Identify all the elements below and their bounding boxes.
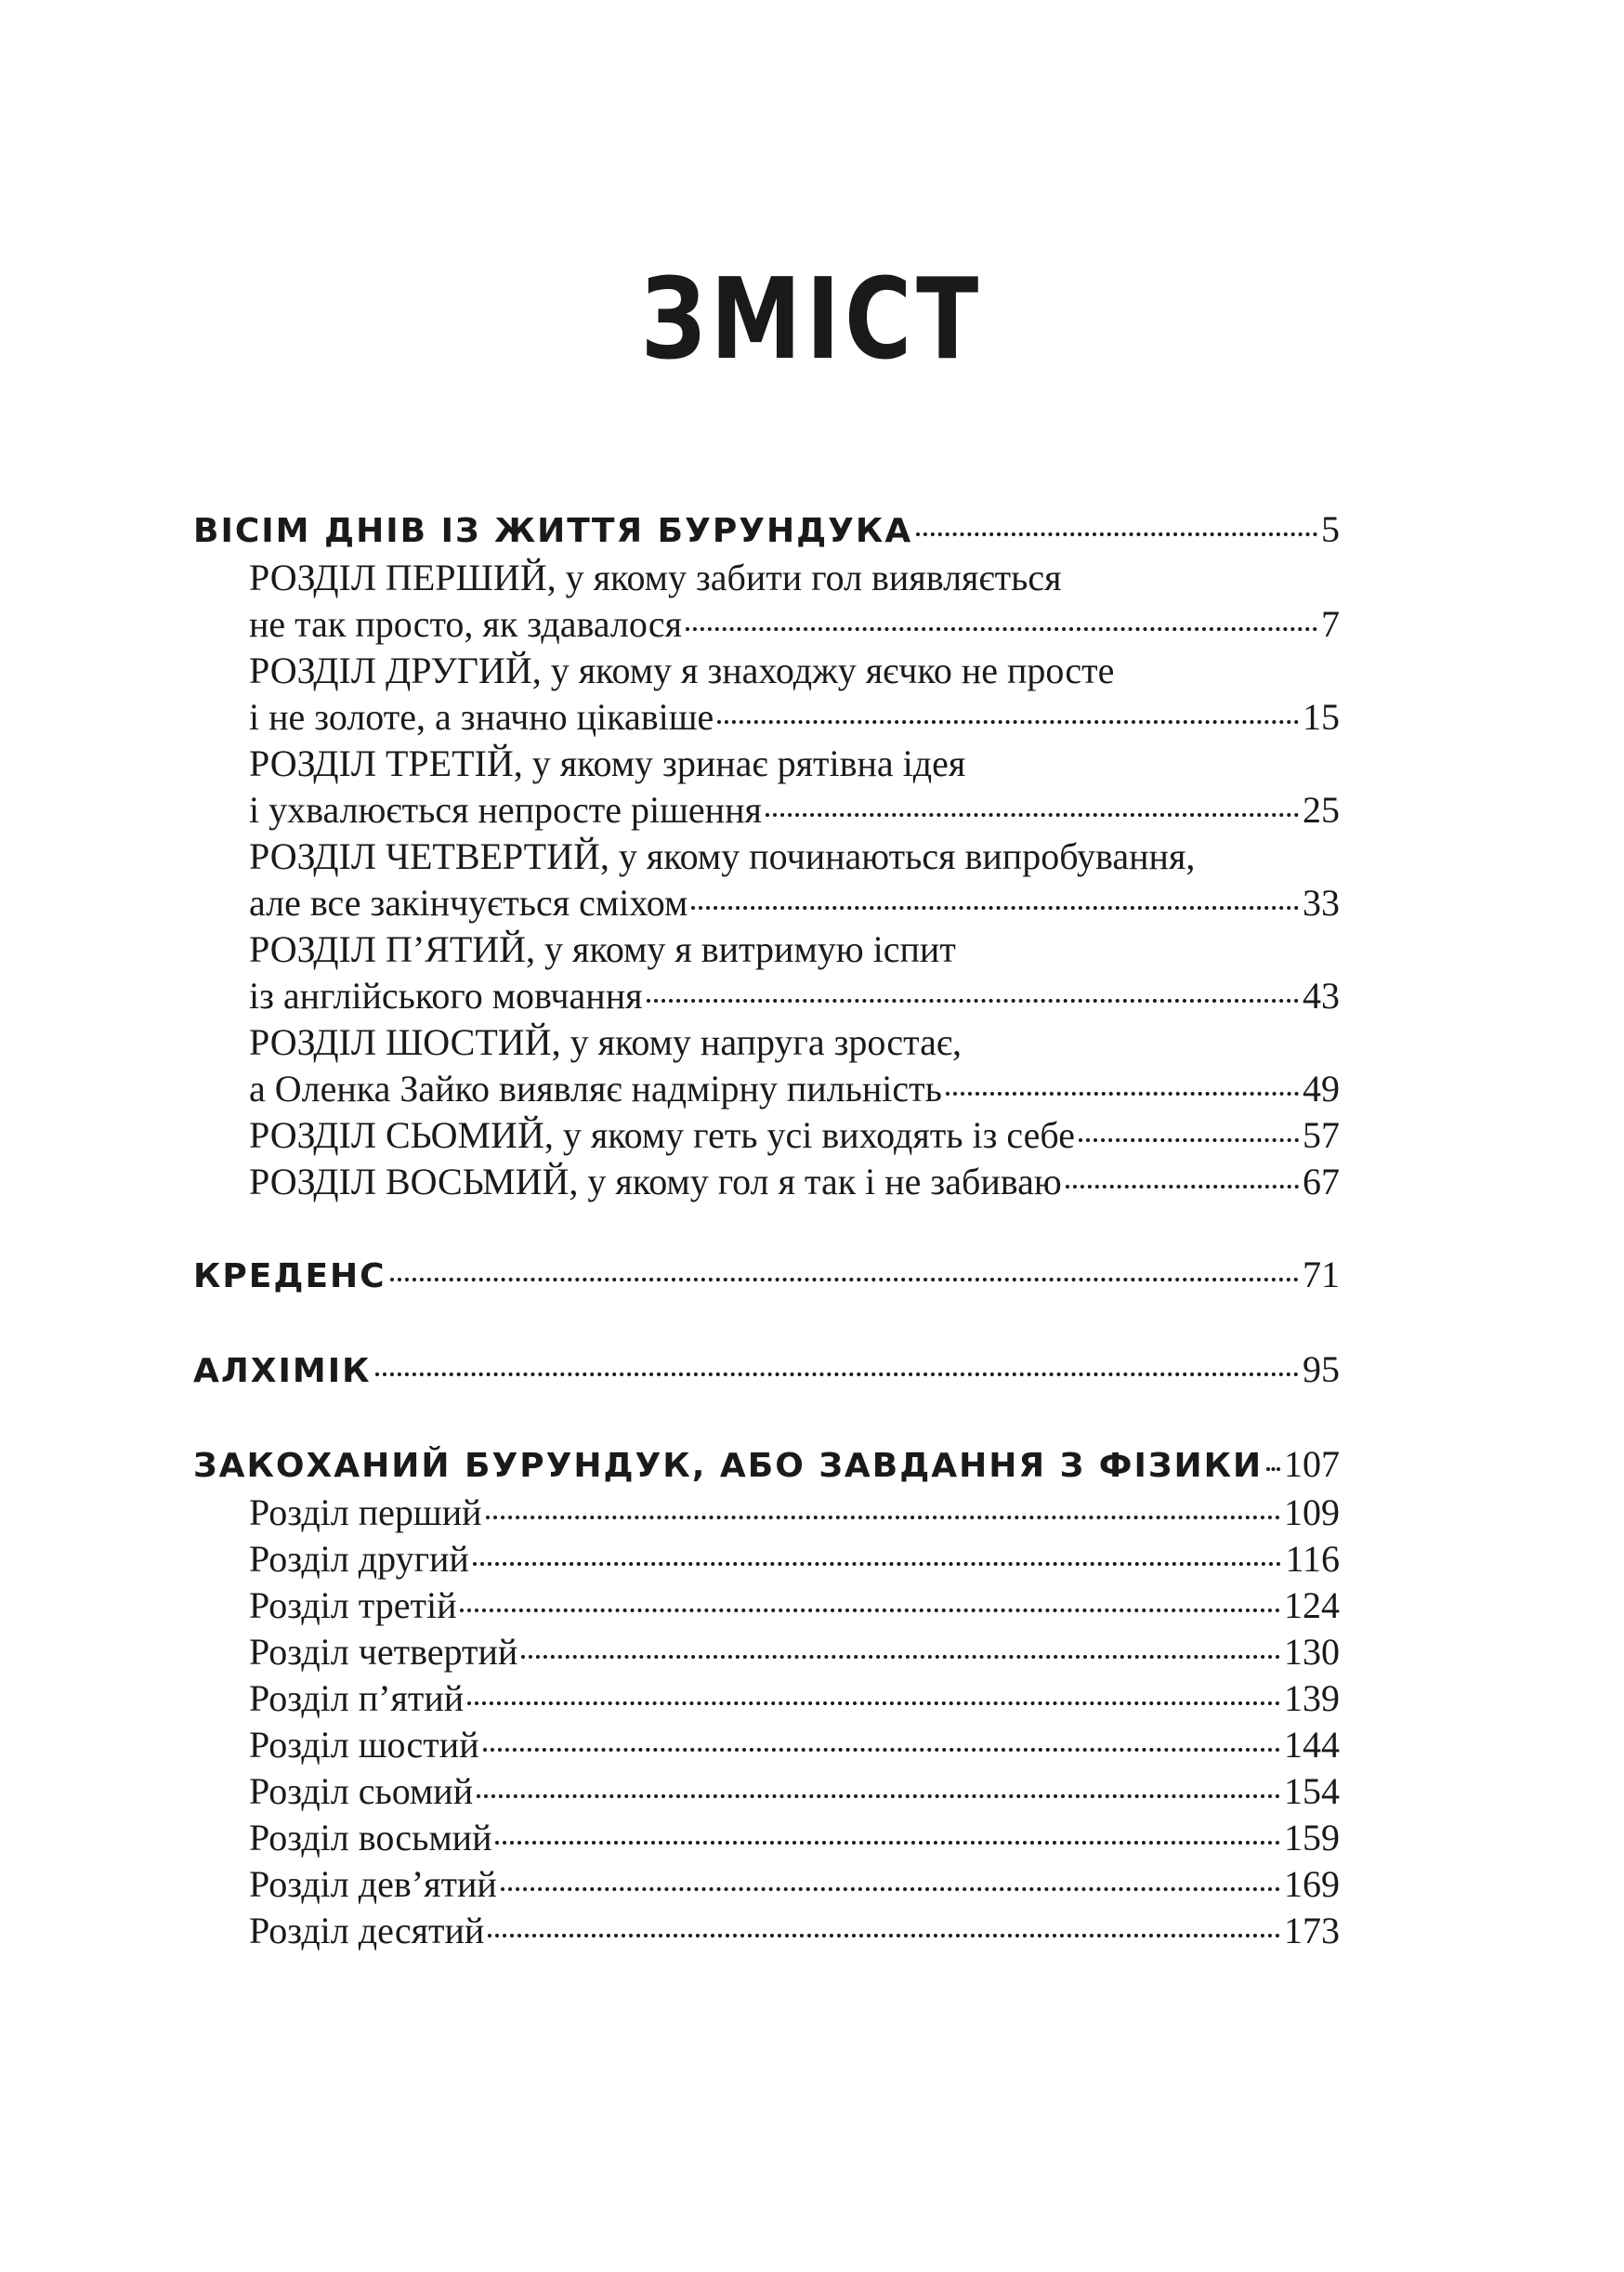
dot-leader bbox=[916, 532, 1317, 536]
page-number: 107 bbox=[1284, 1443, 1340, 1485]
dot-leader bbox=[766, 813, 1299, 817]
chapter-title-line: РОЗДІЛ ЧЕТВЕРТИЙ, у якому починаються випробування, bbox=[249, 835, 1196, 877]
chapter-title: Розділ четвертий bbox=[249, 1631, 518, 1673]
dot-leader bbox=[477, 1794, 1280, 1798]
dot-leader bbox=[521, 1655, 1280, 1659]
dot-leader bbox=[1266, 1467, 1280, 1471]
toc-chapter[interactable] bbox=[193, 1490, 1340, 1536]
page-number: 139 bbox=[1284, 1677, 1340, 1719]
toc-chapter[interactable] bbox=[193, 601, 1340, 648]
dot-leader bbox=[501, 1887, 1280, 1891]
toc-chapter[interactable] bbox=[193, 1722, 1340, 1768]
toc-section[interactable] bbox=[193, 1252, 1340, 1300]
chapter-title: РОЗДІЛ ВОСЬМИЙ, у якому гол я так і не забиваю bbox=[249, 1161, 1062, 1202]
page-number: 57 bbox=[1303, 1114, 1340, 1156]
page-number: 116 bbox=[1285, 1538, 1340, 1580]
page-number: 67 bbox=[1303, 1161, 1340, 1202]
dot-leader bbox=[1066, 1185, 1299, 1189]
page-number: 144 bbox=[1284, 1724, 1340, 1766]
toc-chapter[interactable] bbox=[193, 1861, 1340, 1908]
toc-chapter[interactable] bbox=[193, 1159, 1340, 1205]
table-of-contents bbox=[193, 506, 1340, 1954]
page-number: 169 bbox=[1284, 1863, 1340, 1905]
chapter-title: Розділ восьмий bbox=[249, 1817, 492, 1858]
chapter-title: Розділ сьомий bbox=[249, 1770, 474, 1812]
page-number: 43 bbox=[1303, 975, 1340, 1017]
page-number: 33 bbox=[1303, 882, 1340, 924]
chapter-title: Розділ третій bbox=[249, 1584, 457, 1626]
toc-chapter[interactable] bbox=[193, 1536, 1340, 1583]
page-number: 124 bbox=[1284, 1584, 1340, 1626]
toc-chapter[interactable] bbox=[193, 1112, 1340, 1159]
chapter-title: Розділ другий bbox=[249, 1538, 469, 1580]
chapter-title-line: РОЗДІЛ ПЕРШИЙ, у якому забити гол виявляється bbox=[249, 557, 1062, 598]
chapter-title-line: РОЗДІЛ ТРЕТІЙ, у якому зринає рятівна ідея bbox=[249, 742, 966, 784]
chapter-title: Розділ перший bbox=[249, 1491, 482, 1533]
section-title: КРЕДЕНС bbox=[193, 1257, 386, 1295]
page-number: 154 bbox=[1284, 1770, 1340, 1812]
page-number: 49 bbox=[1303, 1068, 1340, 1110]
toc-chapter[interactable] bbox=[193, 1629, 1340, 1675]
section-title: АЛХІМІК bbox=[193, 1352, 372, 1390]
dot-leader bbox=[717, 720, 1299, 724]
toc-chapter[interactable] bbox=[193, 1908, 1340, 1954]
chapter-title: і ухвалюється непросте рішення bbox=[249, 789, 762, 831]
page-number: 159 bbox=[1284, 1817, 1340, 1858]
page-number: 130 bbox=[1284, 1631, 1340, 1673]
page-number: 15 bbox=[1303, 696, 1340, 738]
page-number: 5 bbox=[1321, 508, 1340, 550]
toc-chapter[interactable] bbox=[193, 1675, 1340, 1722]
page-number: 25 bbox=[1303, 789, 1340, 831]
dot-leader bbox=[483, 1748, 1280, 1752]
chapter-title-line: РОЗДІЛ ДРУГИЙ, у якому я знаходжу яєчко не просте bbox=[249, 650, 1115, 691]
dot-leader bbox=[375, 1372, 1299, 1376]
toc-section[interactable] bbox=[193, 506, 1340, 555]
chapter-title: але все закінчується сміхом bbox=[249, 882, 688, 924]
chapter-title: Розділ десятий bbox=[249, 1910, 485, 1951]
page-number: 109 bbox=[1284, 1491, 1340, 1533]
dot-leader bbox=[486, 1516, 1280, 1519]
toc-section[interactable] bbox=[193, 1346, 1340, 1395]
section-title: ВІСІМ ДНІВ ІЗ ЖИТТЯ БУРУНДУКА bbox=[193, 512, 913, 550]
dot-leader bbox=[473, 1562, 1282, 1566]
page-number: 7 bbox=[1321, 603, 1340, 645]
toc-chapter[interactable] bbox=[193, 1815, 1340, 1861]
chapter-title: а Оленка Зайко виявляє надмірну пильність bbox=[249, 1068, 942, 1110]
dot-leader bbox=[488, 1934, 1280, 1937]
page-number: 95 bbox=[1303, 1348, 1340, 1390]
page-title: ЗМІСТ bbox=[640, 256, 984, 385]
toc-chapter[interactable] bbox=[193, 694, 1340, 741]
chapter-title-line: РОЗДІЛ ШОСТИЙ, у якому напруга зростає, bbox=[249, 1021, 963, 1063]
dot-leader bbox=[686, 627, 1317, 631]
toc-chapter[interactable] bbox=[193, 880, 1340, 926]
dot-leader bbox=[647, 999, 1300, 1003]
page-number: 71 bbox=[1303, 1254, 1340, 1295]
chapter-title: і не золоте, а значно цікавіше bbox=[249, 696, 714, 738]
toc-chapter[interactable] bbox=[193, 973, 1340, 1019]
chapter-title: Розділ п’ятий bbox=[249, 1677, 465, 1719]
chapter-title-line: РОЗДІЛ П’ЯТИЙ, у якому я витримую іспит bbox=[249, 928, 956, 970]
dot-leader bbox=[1079, 1138, 1299, 1142]
chapter-title: Розділ дев’ятий bbox=[249, 1863, 497, 1905]
dot-leader bbox=[946, 1092, 1299, 1096]
toc-chapter[interactable] bbox=[193, 1583, 1340, 1629]
chapter-title: із англійського мовчання bbox=[249, 975, 643, 1017]
dot-leader bbox=[390, 1278, 1299, 1281]
dot-leader bbox=[495, 1841, 1280, 1845]
section-title: ЗАКОХАНИЙ БУРУНДУК, АБО ЗАВДАННЯ З ФІЗИКИ bbox=[193, 1447, 1264, 1485]
chapter-title: РОЗДІЛ СЬОМИЙ, у якому геть усі виходять із себе bbox=[249, 1114, 1075, 1156]
toc-chapter[interactable] bbox=[193, 1768, 1340, 1815]
toc-section[interactable] bbox=[193, 1441, 1340, 1490]
dot-leader bbox=[691, 906, 1299, 910]
toc-chapter[interactable] bbox=[193, 787, 1340, 834]
dot-leader bbox=[460, 1609, 1280, 1612]
toc-chapter[interactable] bbox=[193, 1066, 1340, 1112]
page-number: 173 bbox=[1284, 1910, 1340, 1951]
dot-leader bbox=[467, 1701, 1280, 1705]
chapter-title: Розділ шостий bbox=[249, 1724, 479, 1766]
chapter-title: не так просто, як здавалося bbox=[249, 603, 683, 645]
